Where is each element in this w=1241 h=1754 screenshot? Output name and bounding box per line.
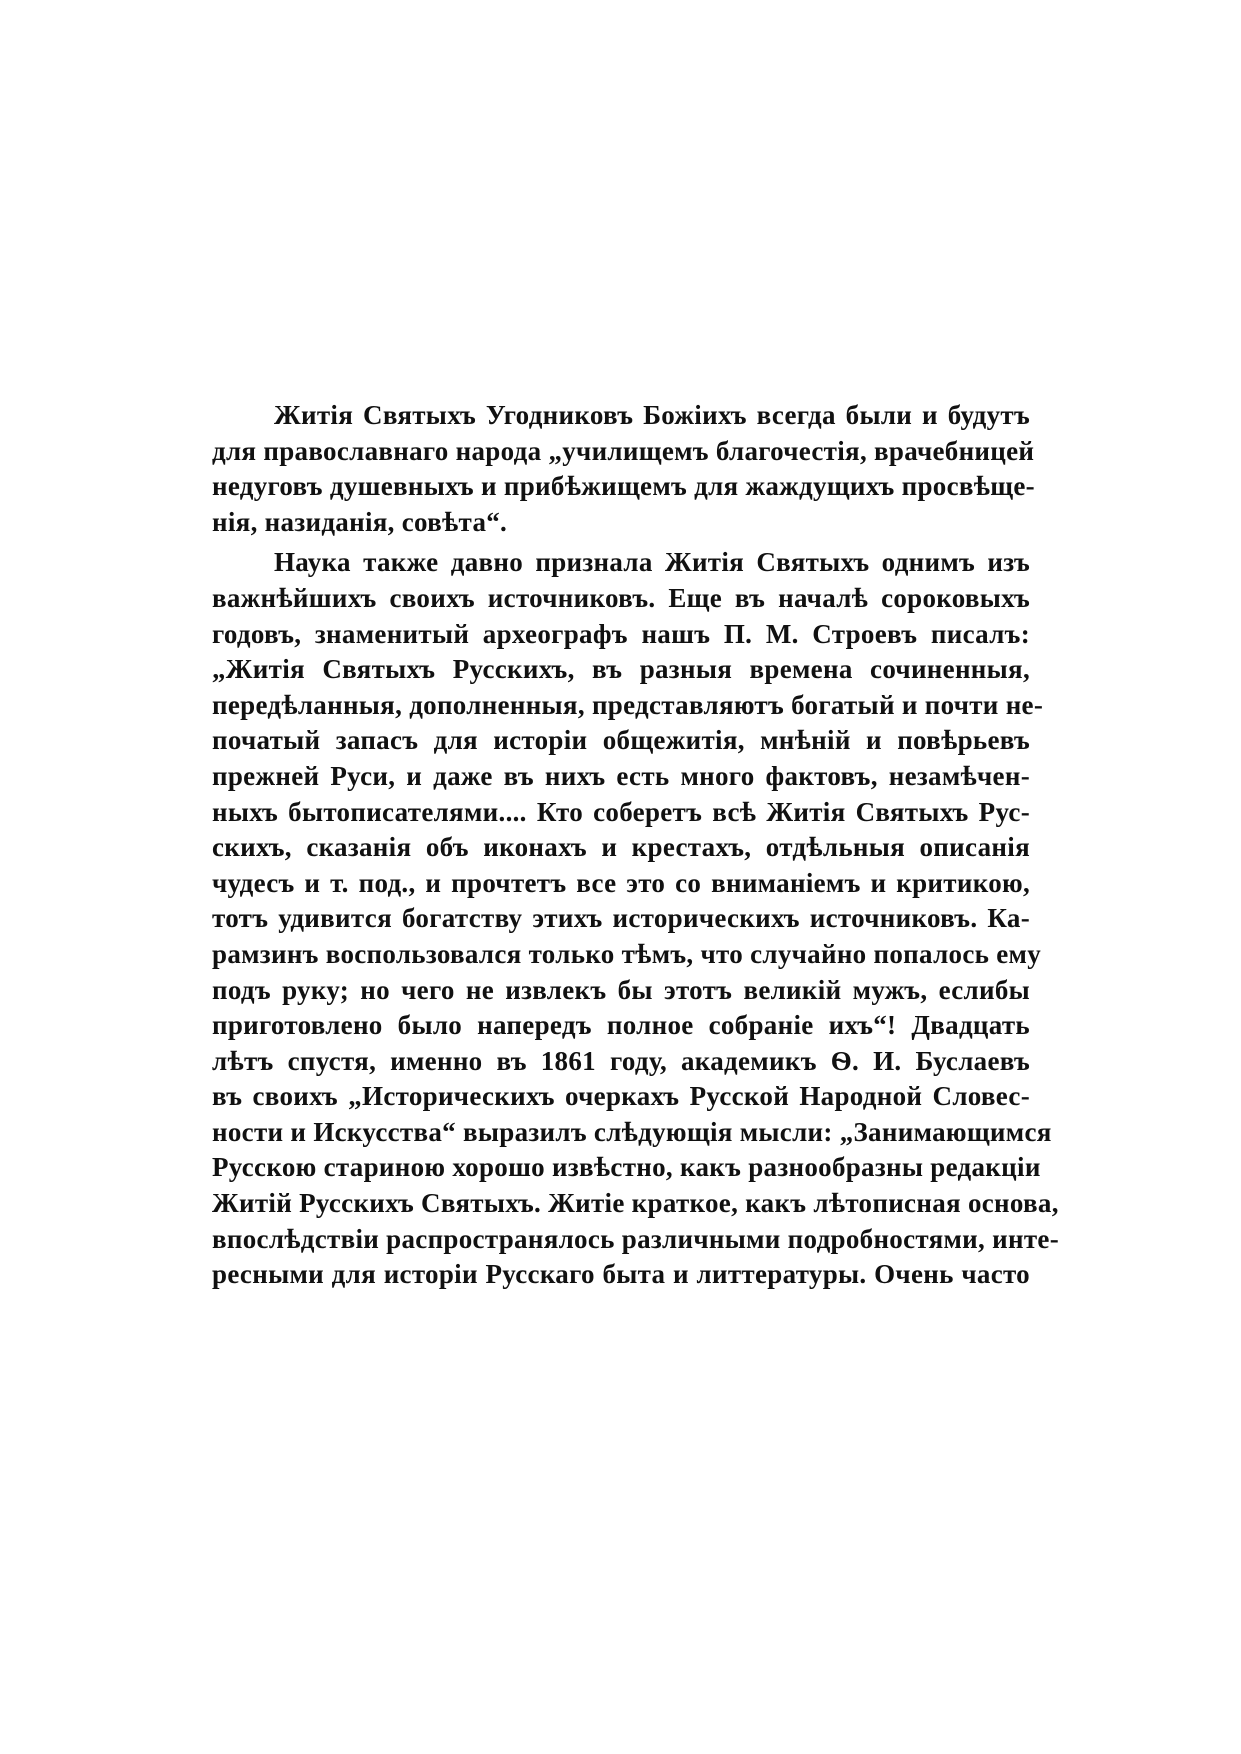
text-line: ности и Искусства“ выразилъ слѣдующія мысли: „Занимающимся: [212, 1116, 1052, 1147]
text-line: недуговъ душевныхъ и прибѣжищемъ для жаждущихъ просвѣще-: [212, 471, 1035, 502]
text-line: нія, назиданія, совѣта“.: [212, 506, 508, 537]
text-line: Житія Святыхъ Угодниковъ Божіихъ всегда были и будутъ: [274, 400, 1030, 430]
text-line: прежней Руси, и даже въ нихъ есть много фактовъ, незамѣчен-: [212, 760, 1030, 791]
text-line: въ своихъ „Историческихъ очеркахъ Русской Народной Словес-: [212, 1081, 1030, 1112]
body-text: [212, 398, 1059, 1293]
text-line: лѣтъ спустя, именно въ 1861 году, академикъ Ѳ. И. Буслаевъ: [212, 1045, 1030, 1076]
text-line: початый запасъ для исторіи общежитія, мнѣній и повѣрьевъ: [212, 725, 1030, 756]
text-line: „Житія Святыхъ Русскихъ, въ разныя времена сочиненныя,: [212, 654, 1030, 685]
text-line: Русскою стариною хорошо извѣстно, какъ разнообразны редакціи: [212, 1152, 1041, 1183]
paragraph-1: [212, 398, 1035, 540]
text-line: подъ руку; но чего не извлекъ бы этотъ великій мужъ, еслибы: [212, 974, 1030, 1005]
text-line: тотъ удивится богатству этихъ историческихъ источниковъ. Ка-: [212, 903, 1030, 934]
text-line: скихъ, сказанія объ иконахъ и крестахъ, отдѣльныя описанія: [212, 832, 1030, 863]
text-line: приготовлено было напередъ полное собраніе ихъ“! Двадцать: [212, 1010, 1030, 1041]
text-line: ныхъ бытописателями.... Кто соберетъ всѣ Житія Святыхъ Рус-: [212, 796, 1030, 827]
text-line: годовъ, знаменитый археографъ нашъ П. М. Строевъ писалъ:: [212, 618, 1030, 649]
text-line: ресными для исторіи Русскаго быта и литтературы. Очень часто: [212, 1259, 1030, 1290]
text-line: Житій Русскихъ Святыхъ. Житіе краткое, какъ лѣтописная основа,: [212, 1188, 1059, 1219]
text-line: чудесъ и т. под., и прочтетъ все это со вниманіемъ и критикою,: [212, 867, 1030, 898]
text-line: передѣланныя, дополненныя, представляютъ богатый и почти не-: [212, 689, 1044, 720]
text-line: для православнаго народа „училищемъ благочестія, врачебницей: [212, 435, 1035, 466]
text-line: важнѣйшихъ своихъ источниковъ. Еще въ началѣ сороковыхъ: [212, 582, 1030, 613]
text-line: Наука также давно признала Житія Святыхъ однимъ изъ: [274, 547, 1030, 578]
text-line: рамзинъ воспользовался только тѣмъ, что случайно попалось ему: [212, 938, 1042, 969]
text-line: впослѣдствіи распространялось различными подробностями, инте-: [212, 1223, 1059, 1254]
paragraph-2: [212, 545, 1059, 1292]
